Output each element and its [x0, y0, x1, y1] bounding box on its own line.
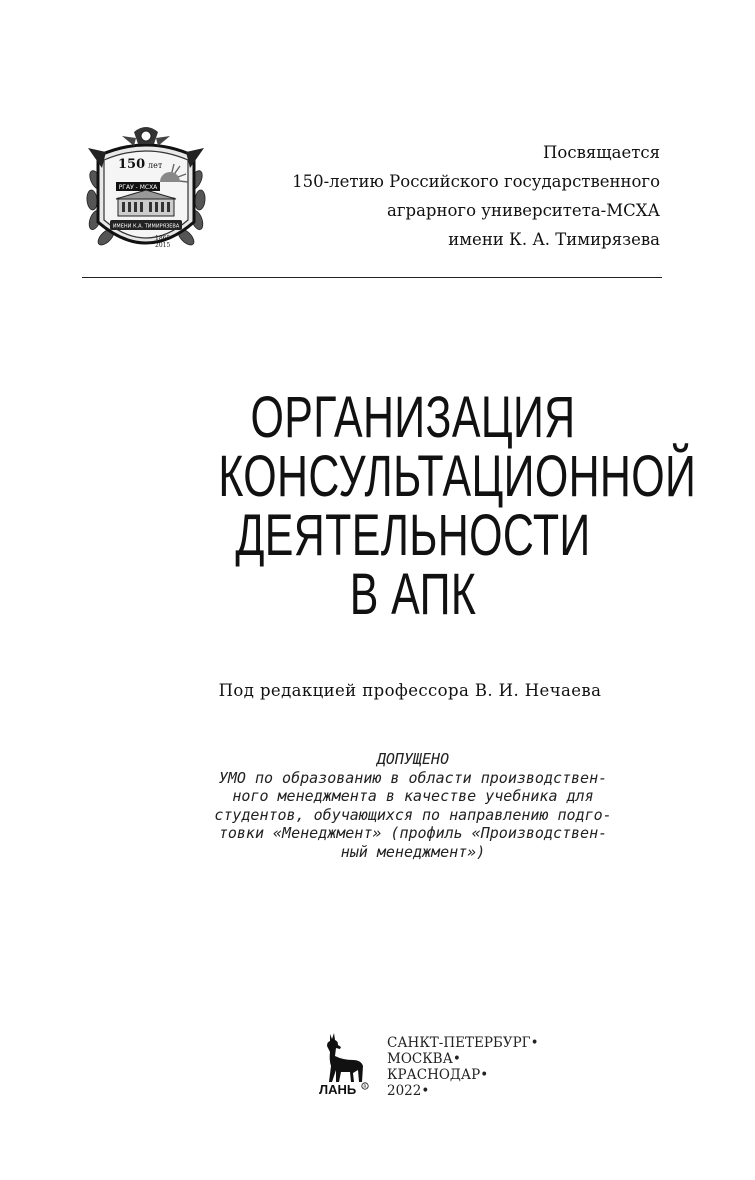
approval-note — [150, 750, 676, 861]
emblem-number: 150 — [118, 157, 146, 172]
dedication-line: имени К. А. Тимирязева — [448, 230, 660, 249]
dedication-line: аграрного университета-МСХА — [387, 201, 660, 220]
header-divider — [82, 277, 662, 278]
title-line: КОНСУЛЬТАЦИОННОЙ — [218, 444, 697, 509]
lan-deer-logo-icon — [317, 1030, 369, 1098]
book-title — [218, 385, 697, 627]
title-line: В АПК — [349, 562, 477, 627]
emblem-name: РГАУ - МСХА — [118, 184, 158, 191]
city-line: МОСКВА• — [387, 1051, 461, 1067]
city-line: 2022• — [387, 1083, 430, 1099]
approval-line: ного менеджмента в качестве учебника для — [232, 787, 594, 805]
city-line: САНКТ-ПЕТЕРБУРГ• — [387, 1035, 539, 1051]
emblem-year-end: 2015 — [155, 242, 171, 249]
approval-line: товки «Менеджмент» (профиль «Производствен- — [218, 824, 608, 842]
emblem-year-start: 1865 — [155, 235, 171, 242]
emblem-let: лет — [148, 161, 163, 170]
dedication — [292, 138, 660, 254]
approval-line: студентов, обучающихся по направлению подго- — [214, 805, 612, 824]
university-emblem-icon — [82, 122, 210, 258]
emblem-ribbon: ИМЕНИ К.А. ТИМИРЯЗЕВА — [112, 223, 180, 230]
approval-line: ДОПУЩЕНО — [376, 750, 450, 768]
editor-credit: Под редакцией профессора В. И. Нечаева — [218, 681, 602, 700]
logo-text: ЛАНЬ — [319, 1082, 357, 1097]
approval-line: УМО по образованию в области производствен- — [218, 768, 608, 787]
svg-text:R: R — [363, 1084, 367, 1090]
dedication-line: Посвящается — [543, 143, 660, 162]
city-line: КРАСНОДАР• — [387, 1067, 489, 1083]
approval-line: ный менеджмент») — [340, 842, 486, 861]
dedication-line: 150-летию Российского государственного — [292, 172, 660, 191]
title-line: ДЕЯТЕЛЬНОСТИ — [235, 503, 591, 568]
publisher-cities — [387, 1035, 539, 1099]
title-line: ОРГАНИЗАЦИЯ — [250, 385, 576, 450]
